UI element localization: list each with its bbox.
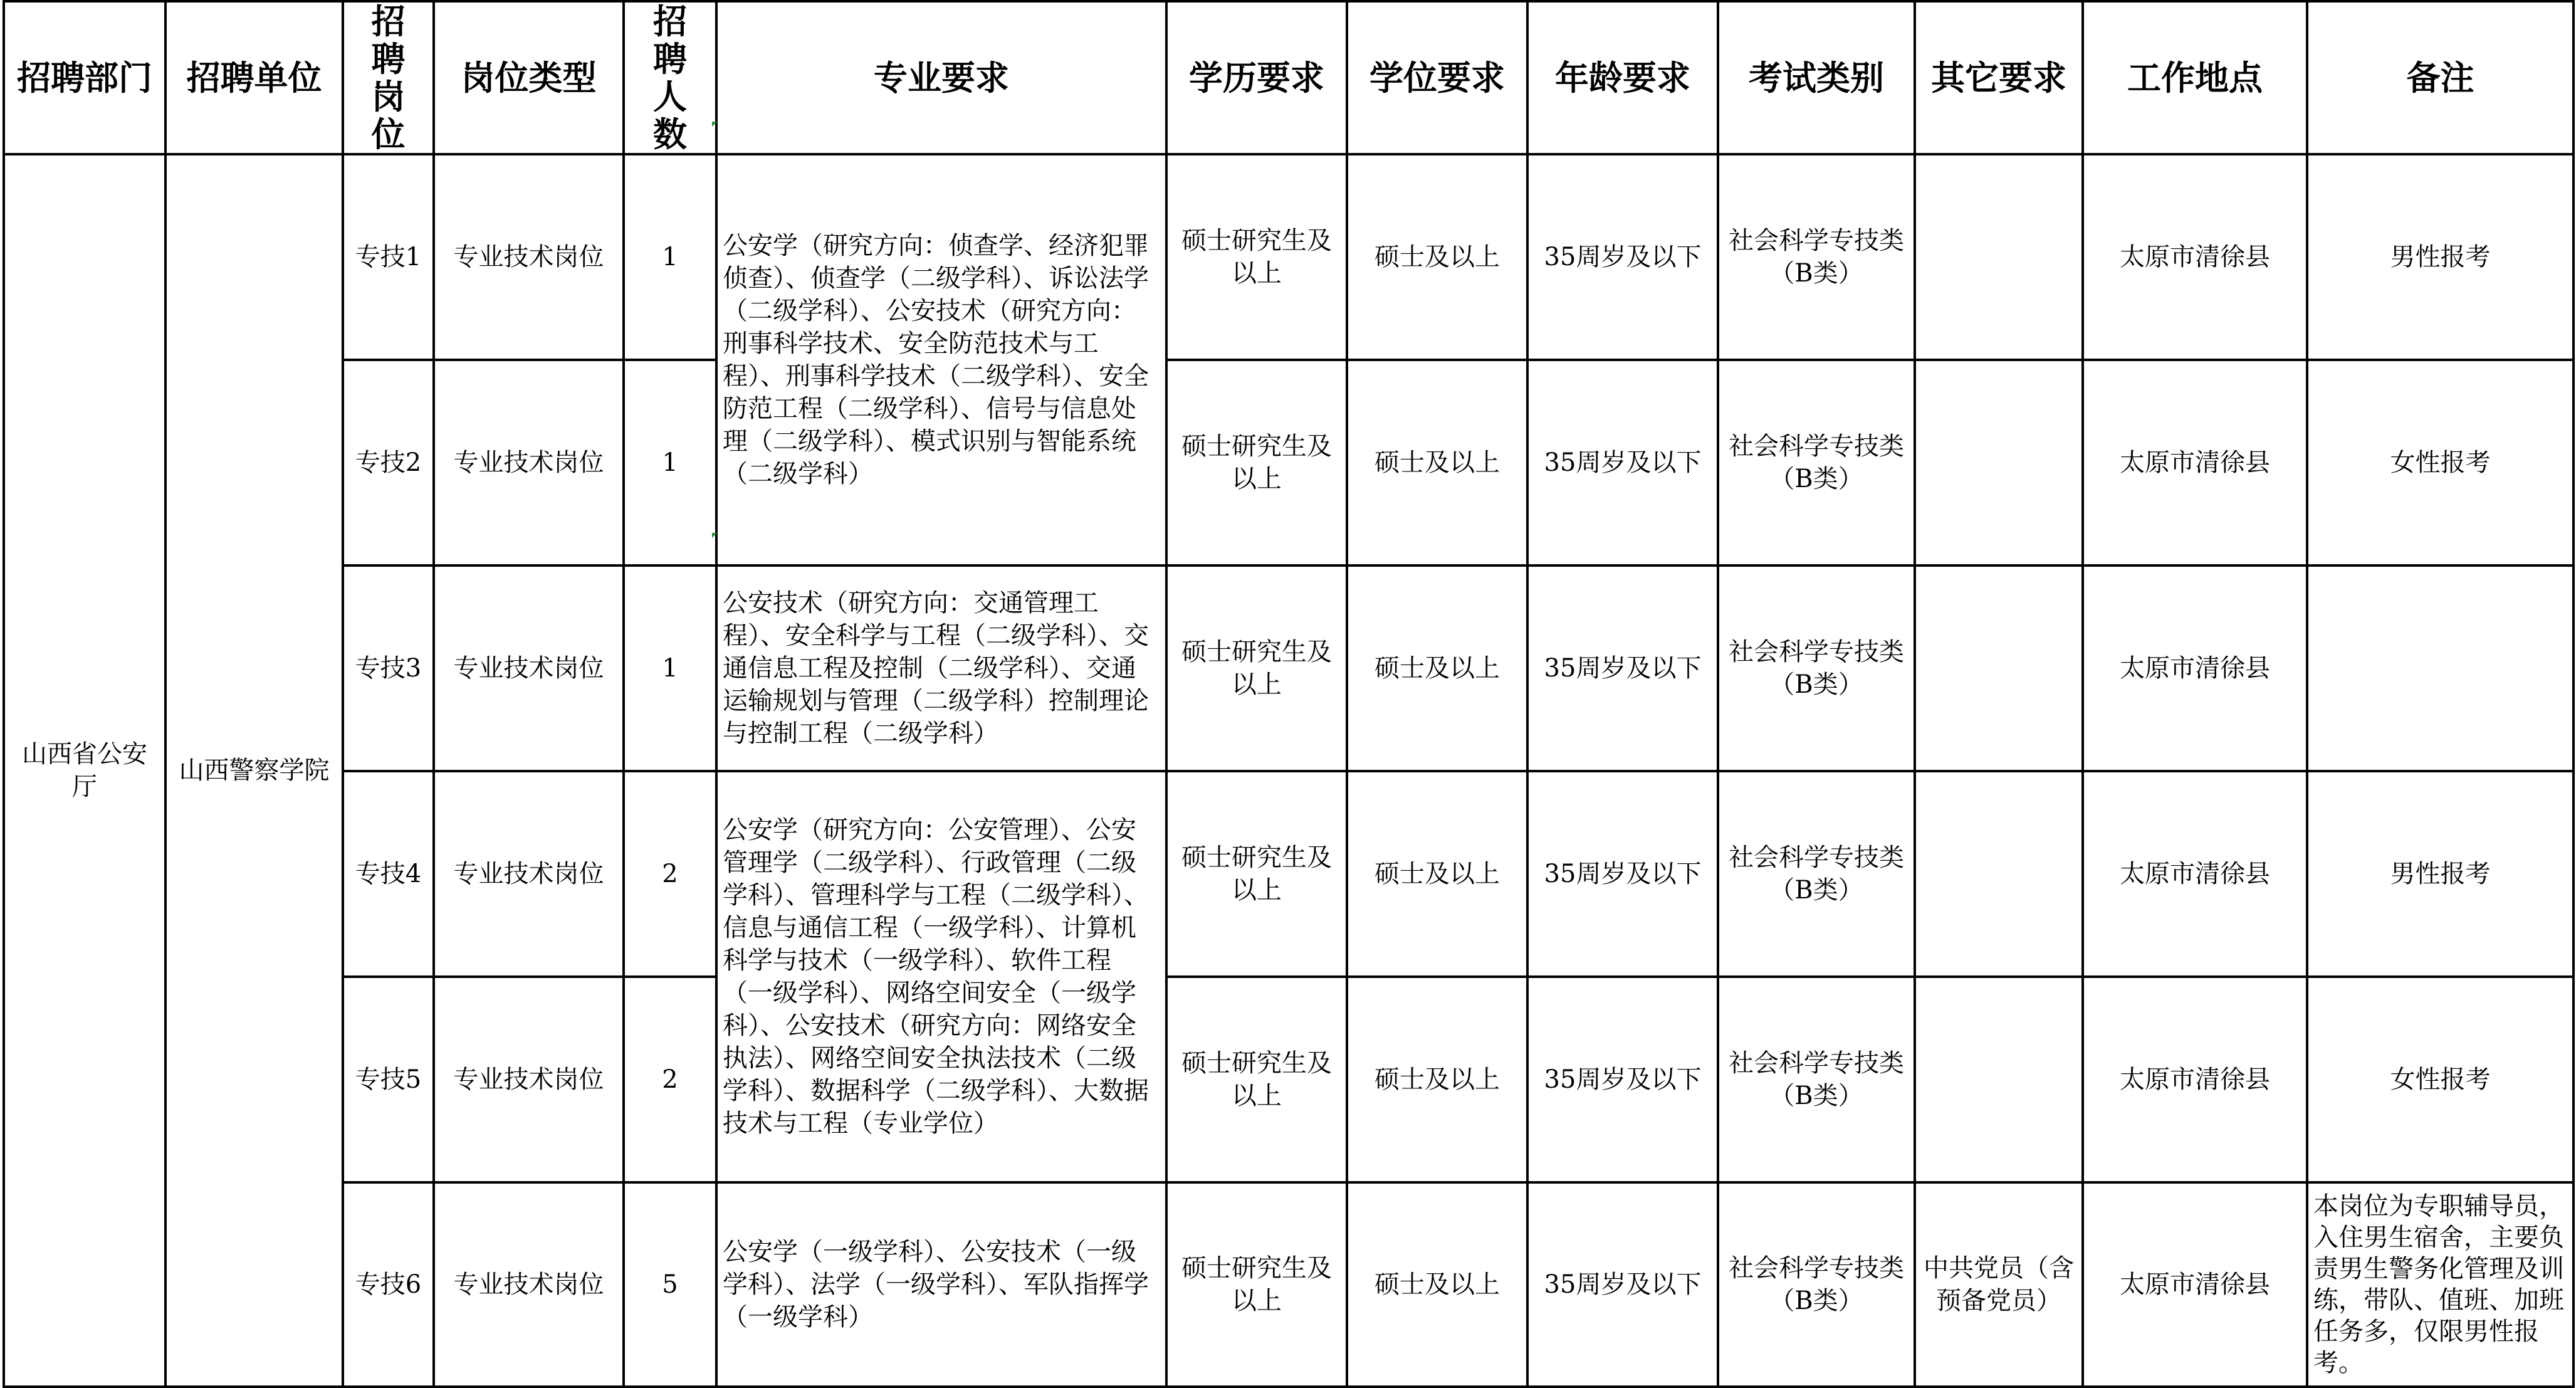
other-cell bbox=[1915, 771, 2083, 977]
exam-cell: 社会科学专技类（B类） bbox=[1718, 1182, 1915, 1387]
header-row bbox=[4, 1, 2573, 154]
header-major: 专业要求 bbox=[716, 1, 1166, 154]
header-degree: 学位要求 bbox=[1347, 1, 1527, 154]
degree-cell: 硕士及以上 bbox=[1347, 154, 1527, 360]
major-cell: 公安学（一级学科）、公安技术（一级学科）、法学（一级学科）、军队指挥学（一级学科） bbox=[716, 1182, 1166, 1387]
exam-cell: 社会科学专技类（B类） bbox=[1718, 360, 1915, 565]
header-remark: 备注 bbox=[2307, 1, 2573, 154]
post-cell: 专技5 bbox=[343, 977, 434, 1182]
table-row bbox=[4, 1182, 2573, 1387]
post-type-cell: 专业技术岗位 bbox=[434, 1182, 624, 1387]
age-cell: 35周岁及以下 bbox=[1527, 360, 1718, 565]
other-cell bbox=[1915, 154, 2083, 360]
unit-cell: 山西警察学院 bbox=[165, 154, 343, 1387]
post-cell: 专技2 bbox=[343, 360, 434, 565]
post-type-cell: 专业技术岗位 bbox=[434, 771, 624, 977]
location-cell: 太原市清徐县 bbox=[2083, 565, 2307, 771]
exam-cell: 社会科学专技类（B类） bbox=[1718, 771, 1915, 977]
header-post-type: 岗位类型 bbox=[434, 1, 624, 154]
remark-cell: 男性报考 bbox=[2307, 154, 2573, 360]
other-cell bbox=[1915, 565, 2083, 771]
post-cell: 专技6 bbox=[343, 1182, 434, 1387]
education-cell: 硕士研究生及以上 bbox=[1166, 1182, 1347, 1387]
age-cell: 35周岁及以下 bbox=[1527, 565, 1718, 771]
headcount-cell: 1 bbox=[624, 360, 716, 565]
header-other: 其它要求 bbox=[1915, 1, 2083, 154]
header-post: 招聘岗位 bbox=[343, 1, 434, 154]
remark-cell bbox=[2307, 565, 2573, 771]
degree-cell: 硕士及以上 bbox=[1347, 977, 1527, 1182]
cell-comment-marker bbox=[712, 533, 717, 538]
header-location: 工作地点 bbox=[2083, 1, 2307, 154]
remark-cell: 本岗位为专职辅导员，入住男生宿舍，主要负责男生警务化管理及训练，带队、值班、加班任务多，仅限男性报考。 bbox=[2307, 1182, 2573, 1387]
exam-cell: 社会科学专技类（B类） bbox=[1718, 154, 1915, 360]
location-cell: 太原市清徐县 bbox=[2083, 154, 2307, 360]
other-cell bbox=[1915, 977, 2083, 1182]
headcount-cell: 2 bbox=[624, 771, 716, 977]
header-department: 招聘部门 bbox=[4, 1, 165, 154]
location-cell: 太原市清徐县 bbox=[2083, 977, 2307, 1182]
headcount-cell: 2 bbox=[624, 977, 716, 1182]
header-age: 年龄要求 bbox=[1527, 1, 1718, 154]
post-cell: 专技4 bbox=[343, 771, 434, 977]
department-cell: 山西省公安厅 bbox=[4, 154, 165, 1387]
recruitment-table-sheet bbox=[3, 0, 2572, 1377]
major-cell: 公安学（研究方向：侦查学、经济犯罪侦查）、侦查学（二级学科）、诉讼法学（二级学科）、公安技术（研究方向：刑事科学技术、安全防范技术与工程）、刑事科学技术（二级学科）、安全防范工程（二级学科）、信号与信息处理（二级学科）、模式识别与智能系统（二级学科） bbox=[716, 154, 1166, 565]
post-type-cell: 专业技术岗位 bbox=[434, 154, 624, 360]
table-row bbox=[4, 771, 2573, 977]
cell-comment-marker bbox=[712, 122, 717, 127]
remark-cell: 女性报考 bbox=[2307, 977, 2573, 1182]
exam-cell: 社会科学专技类（B类） bbox=[1718, 565, 1915, 771]
header-exam: 考试类别 bbox=[1718, 1, 1915, 154]
header-unit: 招聘单位 bbox=[165, 1, 343, 154]
degree-cell: 硕士及以上 bbox=[1347, 360, 1527, 565]
major-cell: 公安学（研究方向：公安管理）、公安管理学（二级学科）、行政管理（二级学科）、管理科学与工程（二级学科）、信息与通信工程（一级学科）、计算机科学与技术（一级学科）、软件工程（一级学科）、网络空间安全（一级学科）、公安技术（研究方向：网络安全执法）、网络空间安全执法技术（二级学科）、数据科学（二级学科）、大数据技术与工程（专业学位） bbox=[716, 771, 1166, 1182]
table-row bbox=[4, 977, 2573, 1182]
headcount-cell: 1 bbox=[624, 154, 716, 360]
post-cell: 专技1 bbox=[343, 154, 434, 360]
major-cell: 公安技术（研究方向：交通管理工程）、安全科学与工程（二级学科）、交通信息工程及控制（二级学科）、交通运输规划与管理（二级学科）控制理论与控制工程（二级学科） bbox=[716, 565, 1166, 771]
degree-cell: 硕士及以上 bbox=[1347, 771, 1527, 977]
education-cell: 硕士研究生及以上 bbox=[1166, 360, 1347, 565]
other-cell bbox=[1915, 360, 2083, 565]
education-cell: 硕士研究生及以上 bbox=[1166, 154, 1347, 360]
location-cell: 太原市清徐县 bbox=[2083, 1182, 2307, 1387]
education-cell: 硕士研究生及以上 bbox=[1166, 977, 1347, 1182]
remark-cell: 女性报考 bbox=[2307, 360, 2573, 565]
education-cell: 硕士研究生及以上 bbox=[1166, 771, 1347, 977]
education-cell: 硕士研究生及以上 bbox=[1166, 565, 1347, 771]
age-cell: 35周岁及以下 bbox=[1527, 1182, 1718, 1387]
post-type-cell: 专业技术岗位 bbox=[434, 565, 624, 771]
headcount-cell: 5 bbox=[624, 1182, 716, 1387]
other-cell: 中共党员（含预备党员） bbox=[1915, 1182, 2083, 1387]
age-cell: 35周岁及以下 bbox=[1527, 977, 1718, 1182]
table-row bbox=[4, 154, 2573, 360]
remark-cell: 男性报考 bbox=[2307, 771, 2573, 977]
age-cell: 35周岁及以下 bbox=[1527, 771, 1718, 977]
table-row bbox=[4, 360, 2573, 565]
header-headcount: 招聘人数 bbox=[624, 1, 716, 154]
exam-cell: 社会科学专技类（B类） bbox=[1718, 977, 1915, 1182]
degree-cell: 硕士及以上 bbox=[1347, 565, 1527, 771]
header-education: 学历要求 bbox=[1166, 1, 1347, 154]
headcount-cell: 1 bbox=[624, 565, 716, 771]
age-cell: 35周岁及以下 bbox=[1527, 154, 1718, 360]
table-row bbox=[4, 565, 2573, 771]
location-cell: 太原市清徐县 bbox=[2083, 771, 2307, 977]
location-cell: 太原市清徐县 bbox=[2083, 360, 2307, 565]
post-type-cell: 专业技术岗位 bbox=[434, 977, 624, 1182]
post-cell: 专技3 bbox=[343, 565, 434, 771]
recruitment-table bbox=[3, 0, 2575, 1388]
degree-cell: 硕士及以上 bbox=[1347, 1182, 1527, 1387]
post-type-cell: 专业技术岗位 bbox=[434, 360, 624, 565]
